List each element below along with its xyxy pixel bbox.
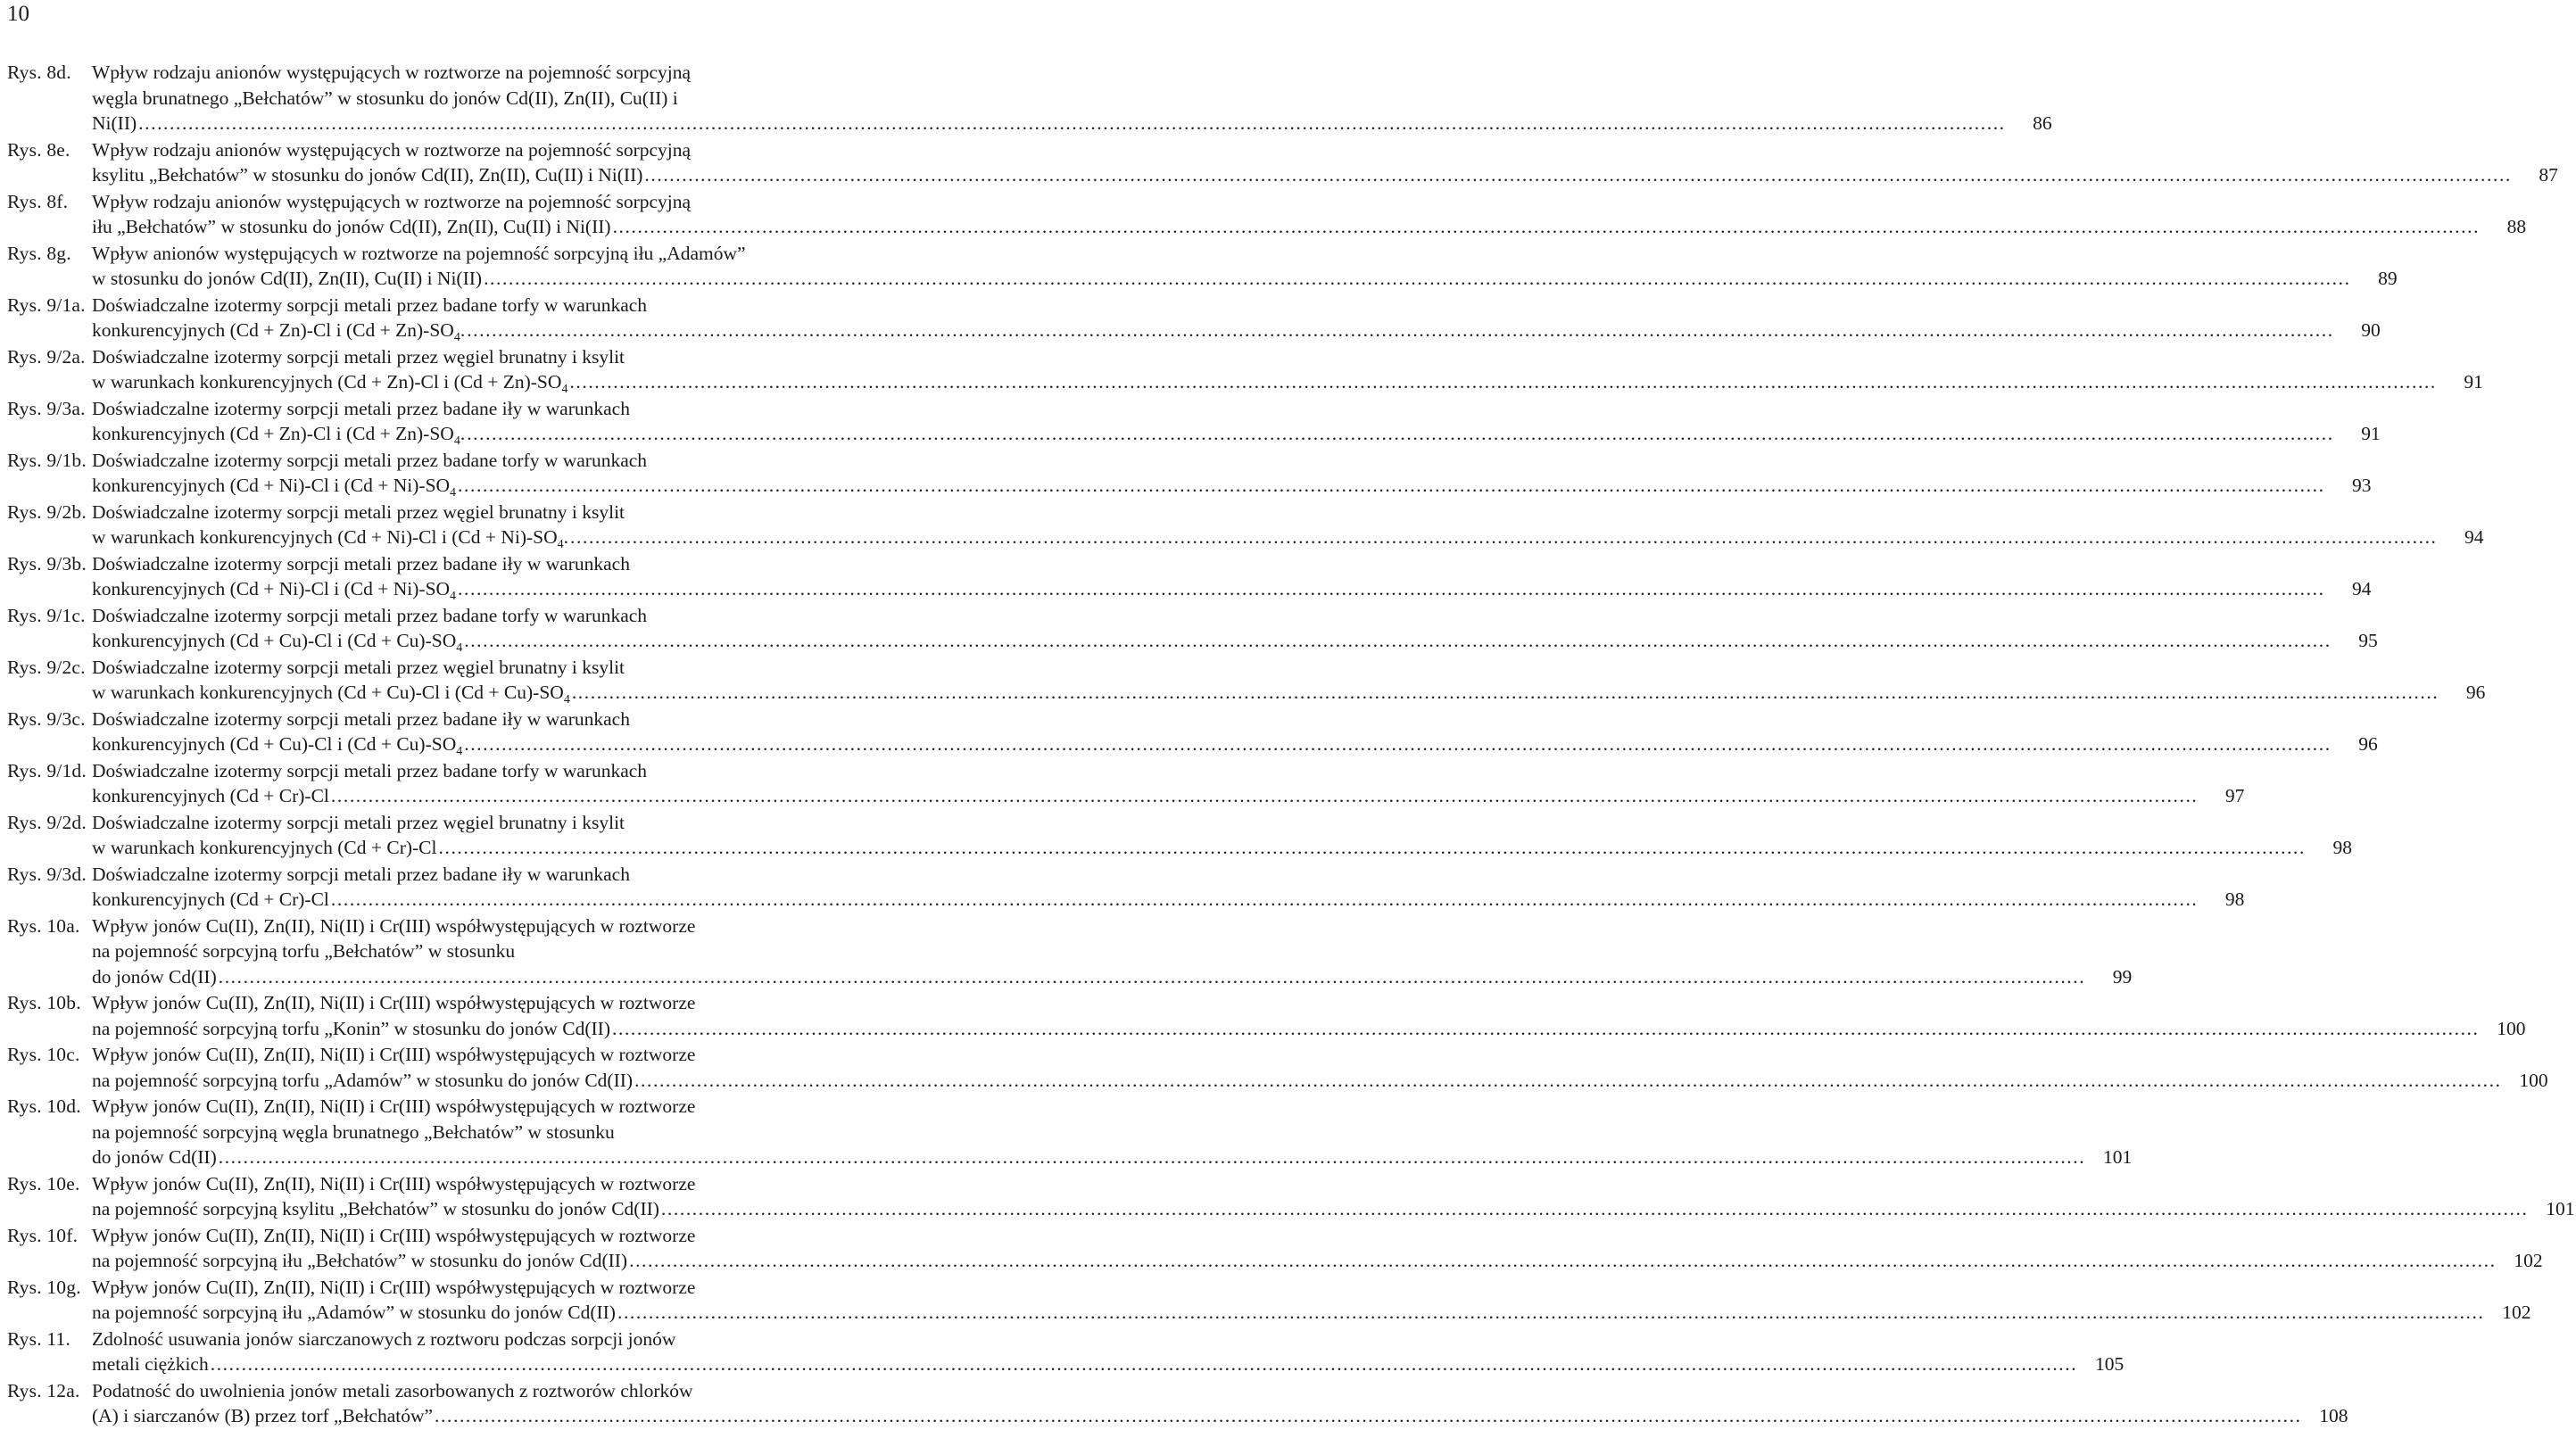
entry-title <box>92 293 2382 343</box>
subscript: 4 <box>456 641 463 655</box>
dot-leader: ............................................................................................................................................................................................................................................................................................................ <box>218 965 2086 988</box>
entry-title-text: na pojemność sorpcyjną iłu „Adamów” w stosunku do jonów Cd(II) <box>92 1302 616 1323</box>
page-ref[interactable]: 97 <box>2224 785 2245 806</box>
toc-entry[interactable] <box>7 603 2378 655</box>
dot-leader: ............................................................................................................................................................................................................................................................................................................ <box>467 423 2334 444</box>
entry-last-line <box>92 680 2487 706</box>
dot-leader: ............................................................................................................................................................................................................................................................................................................ <box>138 112 2006 134</box>
entry-last-line <box>92 162 2560 188</box>
toc-entry[interactable] <box>7 241 2398 292</box>
page-ref[interactable]: 94 <box>2464 526 2484 548</box>
figure-label: Rys. 10g. <box>7 1276 81 1298</box>
entry-title-ending <box>92 525 568 550</box>
figure-label: Rys. 8g. <box>7 242 71 264</box>
entry-title-ending <box>92 1300 616 1326</box>
figure-label: Rys. 8d. <box>7 62 71 83</box>
toc-entry[interactable] <box>7 344 2483 396</box>
figure-label: Rys. 8f. <box>7 190 69 212</box>
entry-title <box>92 1171 2576 1222</box>
entry-title-line: Wpływ jonów Cu(II), Zn(II), Ni(II) i Cr(III) współwystępujących w roztworze <box>92 1095 696 1117</box>
page-ref[interactable]: 93 <box>2352 475 2372 496</box>
dot-leader: ............................................................................................................................................................................................................................................................................................................ <box>644 164 2512 186</box>
entry-last-line <box>92 887 2246 913</box>
entry-title-ending <box>92 1145 217 1170</box>
toc-entry[interactable] <box>7 862 2245 913</box>
entry-last-line <box>92 421 2382 447</box>
page-ref[interactable]: 94 <box>2352 578 2372 599</box>
figure-label: Rys. 12a. <box>7 1379 80 1401</box>
page-ref[interactable]: 89 <box>2378 268 2398 289</box>
entry-last-line <box>92 525 2486 550</box>
toc-entry[interactable] <box>7 1378 2348 1429</box>
entry-title-text: Ni(II) <box>92 112 137 134</box>
entry-last-line <box>92 1351 2125 1377</box>
entry-title-text: w warunkach konkurencyjnych (Cd + Cr)-Cl <box>92 837 437 858</box>
entry-last-line <box>92 214 2528 240</box>
dot-leader: ............................................................................................................................................................................................................................................................................................................ <box>438 837 2306 858</box>
dot-leader: ............................................................................................................................................................................................................................................................................................................ <box>464 733 2332 755</box>
entry-last-line <box>92 783 2246 809</box>
entry-title-line: Wpływ jonów Cu(II), Zn(II), Ni(II) i Cr(III) współwystępujących w roztworze <box>92 914 696 937</box>
entry-title-line: Doświadczalne izotermy sorpcji metali przez badane iły w warunkach <box>92 552 630 574</box>
toc-entry[interactable] <box>7 707 2378 758</box>
entry-title-ending <box>92 369 567 395</box>
entry-last-line <box>92 576 2373 602</box>
dot-leader: ............................................................................................................................................................................................................................................................................................................ <box>464 630 2332 651</box>
entry-title-line: Wpływ jonów Cu(II), Zn(II), Ni(II) i Cr(III) współwystępujących w roztworze <box>92 992 696 1013</box>
entry-title <box>92 1275 2532 1326</box>
entry-title-text: na pojemność sorpcyjną ksylitu „Bełchatów” w stosunku do jonów Cd(II) <box>92 1198 659 1219</box>
entry-title-line: Wpływ jonów Cu(II), Zn(II), Ni(II) i Cr(III) współwystępujących w roztworze <box>92 1172 696 1194</box>
entry-title <box>92 1327 2125 1377</box>
entry-title-text: (A) i siarczanów (B) przez torf „Bełchatów” <box>92 1405 434 1426</box>
entry-title-ending <box>92 1068 633 1094</box>
entry-title-text: konkurencyjnych (Cd + Cu)-Cl i (Cd + Cu)-SO <box>92 733 457 755</box>
entry-title-ending <box>92 1403 433 1429</box>
figure-label: Rys. 10d. <box>7 1095 81 1117</box>
dot-leader: ............................................................................................................................................................................................................................................................................................................ <box>569 371 2437 393</box>
toc-entry[interactable] <box>7 1094 2133 1170</box>
entry-title-line: Doświadczalne izotermy sorpcji metali przez badane iły w warunkach <box>92 397 630 419</box>
entry-title-text: do jonów Cd(II) <box>92 965 217 988</box>
entry-last-line <box>92 628 2380 654</box>
page-ref[interactable]: 96 <box>2358 733 2378 755</box>
entry-title-text: w warunkach konkurencyjnych (Cd + Zn)-Cl i (Cd + Zn)-SO <box>92 371 562 393</box>
entry-title <box>92 603 2380 654</box>
entry-title-text: konkurencyjnych (Cd + Zn)-Cl i (Cd + Zn)-SO <box>92 319 454 341</box>
entry-title <box>92 137 2560 188</box>
toc-entry[interactable] <box>7 1171 2575 1222</box>
entry-last-line <box>92 835 2354 861</box>
subscript: 4 <box>453 331 460 344</box>
list-of-figures <box>7 60 2575 1430</box>
entry-title-ending <box>92 835 437 861</box>
entry-title-ending <box>92 680 570 706</box>
figure-label: Rys. 9/1d. <box>7 759 87 781</box>
toc-entry[interactable] <box>7 448 2372 500</box>
figure-label: Rys. 8e. <box>7 138 70 161</box>
entry-title-line: Wpływ anionów występujących w roztworze na pojemność sorpcyjną iłu „Adamów” <box>92 242 746 264</box>
entry-title <box>92 1094 2133 1170</box>
entry-title-text: na pojemność sorpcyjną torfu „Konin” w stosunku do jonów Cd(II) <box>92 1017 610 1039</box>
page-ref[interactable]: 91 <box>2464 371 2483 393</box>
toc-entry[interactable] <box>7 189 2527 240</box>
figure-label: Rys. 9/3b. <box>7 552 87 574</box>
figure-label: Rys. 9/1a. <box>7 293 86 316</box>
subscript: 4 <box>453 434 460 448</box>
entry-title-text: ksylitu „Bełchatów” w stosunku do jonów Cd(II), Zn(II), Cu(II) i Ni(II) <box>92 164 643 186</box>
entry-last-line <box>92 1145 2133 1170</box>
page-ref[interactable]: 86 <box>2033 112 2052 134</box>
toc-entry[interactable] <box>7 1327 2125 1377</box>
entry-last-line <box>92 964 2133 990</box>
entry-title-ending <box>92 266 482 292</box>
toc-entry[interactable] <box>7 500 2484 551</box>
subscript: 4 <box>563 693 570 707</box>
entry-title-text: iłu „Bełchatów” w stosunku do jonów Cd(II), Zn(II), Cu(II) i Ni(II) <box>92 216 611 237</box>
entry-last-line <box>92 318 2382 343</box>
entry-last-line <box>92 473 2373 499</box>
entry-title-ending <box>92 576 456 602</box>
entry-last-line <box>92 1248 2545 1274</box>
toc-entry[interactable] <box>7 810 2352 861</box>
dot-leader: ............................................................................................................................................................................................................................................................................................................ <box>458 578 2325 599</box>
figure-label: Rys. 9/3c. <box>7 707 86 730</box>
figure-label: Rys. 9/2a. <box>7 345 86 368</box>
entry-title <box>92 1378 2350 1429</box>
entry-title-ending <box>92 318 465 343</box>
entry-title-text: do jonów Cd(II) <box>92 1146 217 1168</box>
entry-title-suffix: . <box>460 319 466 341</box>
entry-title <box>92 448 2373 499</box>
entry-title <box>92 862 2246 913</box>
entry-title-line: Wpływ rodzaju anionów występujących w roztworze na pojemność sorpcyjną <box>92 62 692 83</box>
figure-label: Rys. 9/3d. <box>7 863 87 885</box>
entry-title-text: metali ciężkich <box>92 1353 209 1375</box>
entry-title-line: Doświadczalne izotermy sorpcji metali przez węgiel brunatny i ksylit <box>92 345 625 368</box>
entry-last-line <box>92 111 2054 136</box>
figure-label: Rys. 9/2b. <box>7 500 87 523</box>
dot-leader: ............................................................................................................................................................................................................................................................................................................ <box>435 1405 2302 1426</box>
entry-title-line: Doświadczalne izotermy sorpcji metali przez badane torfy w warunkach <box>92 449 648 471</box>
entry-title-suffix: . <box>460 423 466 444</box>
figure-label: Rys. 10b. <box>7 992 81 1013</box>
entry-title-line: Doświadczalne izotermy sorpcji metali przez badane torfy w warunkach <box>92 759 648 781</box>
page-ref[interactable]: 90 <box>2361 319 2381 341</box>
entry-title-text: w warunkach konkurencyjnych (Cd + Ni)-Cl i (Cd + Ni)-SO <box>92 526 558 548</box>
figure-label: Rys. 10a. <box>7 914 80 937</box>
subscript: 4 <box>456 745 463 758</box>
dot-leader: ............................................................................................................................................................................................................................................................................................................ <box>571 682 2439 703</box>
toc-entry[interactable] <box>7 293 2381 344</box>
page-ref[interactable]: 95 <box>2358 630 2378 651</box>
page-ref[interactable]: 105 <box>2094 1353 2125 1375</box>
entry-title <box>92 551 2373 602</box>
entry-title <box>92 241 2399 292</box>
figure-label: Rys. 10f. <box>7 1224 79 1246</box>
entry-title-ending <box>92 421 465 447</box>
entry-title <box>92 344 2485 395</box>
toc-entry[interactable] <box>7 655 2486 707</box>
figure-label: Rys. 11. <box>7 1327 71 1350</box>
page-number: 10 <box>7 2 29 26</box>
figure-label: Rys. 9/1c. <box>7 604 86 626</box>
entry-title-line: Doświadczalne izotermy sorpcji metali przez badane torfy w warunkach <box>92 293 648 316</box>
dot-leader: ............................................................................................................................................................................................................................................................................................................ <box>467 319 2334 341</box>
entry-last-line <box>92 1068 2550 1094</box>
entry-title-text: konkurencyjnych (Cd + Ni)-Cl i (Cd + Ni)-SO <box>92 578 451 599</box>
page-ref[interactable]: 98 <box>2332 837 2352 858</box>
dot-leader: ............................................................................................................................................................................................................................................................................................................ <box>210 1353 2078 1375</box>
toc-entry[interactable] <box>7 1223 2543 1274</box>
entry-title-line: Doświadczalne izotermy sorpcji metali przez węgiel brunatny i ksylit <box>92 500 625 523</box>
page-ref[interactable]: 100 <box>2519 1069 2548 1091</box>
subscript: 4 <box>450 590 457 603</box>
page-ref[interactable]: 96 <box>2465 682 2486 703</box>
entry-title <box>92 810 2354 861</box>
entry-title-text: konkurencyjnych (Cd + Zn)-Cl i (Cd + Zn)-SO <box>92 423 454 444</box>
dot-leader: ............................................................................................................................................................................................................................................................................................................ <box>617 1302 2485 1323</box>
entry-title-line: Wpływ rodzaju anionów występujących w roztworze na pojemność sorpcyjną <box>92 138 692 161</box>
entry-title-line: Doświadczalne izotermy sorpcji metali przez badane torfy w warunkach <box>92 604 648 626</box>
entry-title-ending <box>92 628 462 654</box>
page-ref[interactable]: 102 <box>2502 1302 2531 1323</box>
dot-leader: ............................................................................................................................................................................................................................................................................................................ <box>634 1069 2502 1091</box>
entry-title-line: Zdolność usuwania jonów siarczanowych z roztworu podczas sorpcji jonów <box>92 1327 676 1350</box>
entry-title-ending <box>92 162 642 188</box>
entry-title-ending <box>92 1351 209 1377</box>
entry-title-text: w warunkach konkurencyjnych (Cd + Cu)-Cl i (Cd + Cu)-SO <box>92 682 564 703</box>
page-ref[interactable]: 88 <box>2506 216 2527 237</box>
page-ref[interactable]: 108 <box>2319 1405 2348 1426</box>
dot-leader: ............................................................................................................................................................................................................................................................................................................ <box>570 526 2438 548</box>
page-ref[interactable]: 91 <box>2361 423 2381 444</box>
entry-last-line <box>92 1196 2576 1222</box>
figure-label: Rys. 9/2c. <box>7 656 86 678</box>
entry-last-line <box>92 1016 2528 1042</box>
entry-last-line <box>92 732 2380 757</box>
dot-leader: ............................................................................................................................................................................................................................................................................................................ <box>218 1146 2086 1168</box>
entry-last-line <box>92 266 2399 292</box>
entry-title-ending <box>92 473 456 499</box>
entry-title-line: Doświadczalne izotermy sorpcji metali przez badane iły w warunkach <box>92 707 630 730</box>
entry-title-ending <box>92 1196 659 1222</box>
dot-leader: ............................................................................................................................................................................................................................................................................................................ <box>330 889 2199 910</box>
toc-entry[interactable] <box>7 1275 2531 1326</box>
subscript: 4 <box>561 383 568 396</box>
entry-title-ending <box>92 214 611 240</box>
entry-title-line: Wpływ jonów Cu(II), Zn(II), Ni(II) i Cr(III) współwystępujących w roztworze <box>92 1276 696 1298</box>
page-ref[interactable]: 101 <box>2102 1146 2133 1168</box>
entry-title-ending <box>92 732 462 757</box>
dot-leader: ............................................................................................................................................................................................................................................................................................................ <box>458 475 2325 496</box>
entry-title-text: konkurencyjnych (Cd + Cr)-Cl <box>92 889 329 910</box>
toc-entry[interactable] <box>7 758 2245 809</box>
entry-title-ending <box>92 964 217 990</box>
entry-title-line: Doświadczalne izotermy sorpcji metali przez węgiel brunatny i ksylit <box>92 656 625 678</box>
page-ref[interactable]: 87 <box>2539 164 2558 186</box>
entry-title <box>92 500 2486 550</box>
figure-label: Rys. 10c. <box>7 1044 80 1065</box>
entry-title <box>92 913 2133 990</box>
entry-title <box>92 1223 2545 1274</box>
entry-title-line: węgla brunatnego „Bełchatów” w stosunku do jonów Cd(II), Zn(II), Cu(II) i <box>92 87 678 109</box>
entry-last-line <box>92 1403 2350 1429</box>
dot-leader: ............................................................................................................................................................................................................................................................................................................ <box>330 785 2199 806</box>
page-ref[interactable]: 99 <box>2112 965 2133 988</box>
toc-entry[interactable] <box>7 990 2526 1041</box>
figure-label: Rys. 9/3a. <box>7 397 86 419</box>
entry-title-line: Podatność do uwolnienia jonów metali zasorbowanych z roztworów chlorków <box>92 1379 693 1401</box>
entry-title-suffix: . <box>563 526 569 548</box>
entry-title-line: Wpływ jonów Cu(II), Zn(II), Ni(II) i Cr(III) współwystępujących w roztworze <box>92 1224 696 1246</box>
entry-title-ending <box>92 1248 627 1274</box>
entry-title <box>92 189 2528 240</box>
entry-title-ending <box>92 783 329 809</box>
entry-title-line: na pojemność sorpcyjną torfu „Bełchatów” w stosunku <box>92 940 516 962</box>
toc-entry[interactable] <box>7 60 2052 136</box>
entry-title-line: Doświadczalne izotermy sorpcji metali przez badane iły w warunkach <box>92 863 630 885</box>
page-ref[interactable]: 102 <box>2514 1250 2543 1271</box>
entry-title <box>92 1042 2550 1093</box>
toc-entry[interactable] <box>7 137 2558 188</box>
entry-title <box>92 707 2380 757</box>
figure-label: Rys. 9/2d. <box>7 811 87 833</box>
toc-entry[interactable] <box>7 913 2133 990</box>
entry-title-line: Wpływ jonów Cu(II), Zn(II), Ni(II) i Cr(III) współwystępujących w roztworze <box>92 1044 696 1065</box>
toc-entry[interactable] <box>7 1042 2548 1093</box>
toc-entry[interactable] <box>7 551 2372 603</box>
toc-entry[interactable] <box>7 396 2381 448</box>
entry-title-line: Doświadczalne izotermy sorpcji metali przez węgiel brunatny i ksylit <box>92 811 625 833</box>
entry-title-line: na pojemność sorpcyjną węgla brunatnego „Bełchatów” w stosunku <box>92 1120 615 1143</box>
entry-title-line: Wpływ rodzaju anionów występujących w roztworze na pojemność sorpcyjną <box>92 190 692 212</box>
entry-title-text: w stosunku do jonów Cd(II), Zn(II), Cu(II) i Ni(II) <box>92 268 483 289</box>
entry-title-ending <box>92 887 329 913</box>
entry-title-text: konkurencyjnych (Cd + Ni)-Cl i (Cd + Ni)-SO <box>92 475 451 496</box>
page-ref[interactable]: 98 <box>2224 889 2245 910</box>
entry-title <box>92 655 2487 706</box>
entry-last-line <box>92 369 2485 395</box>
dot-leader: ............................................................................................................................................................................................................................................................................................................ <box>484 268 2351 289</box>
figure-label: Rys. 9/1b. <box>7 449 87 471</box>
entry-title-ending <box>92 1016 610 1042</box>
page-ref[interactable]: 100 <box>2497 1017 2526 1039</box>
figure-label: Rys. 10e. <box>7 1172 80 1194</box>
subscript: 4 <box>450 486 457 500</box>
entry-title <box>92 396 2382 447</box>
entry-title-text: na pojemność sorpcyjną iłu „Bełchatów” w stosunku do jonów Cd(II) <box>92 1250 628 1271</box>
subscript: 4 <box>557 538 564 551</box>
dot-leader: ............................................................................................................................................................................................................................................................................................................ <box>629 1250 2497 1271</box>
entry-title-text: na pojemność sorpcyjną torfu „Adamów” w stosunku do jonów Cd(II) <box>92 1069 634 1091</box>
entry-last-line <box>92 1300 2532 1326</box>
entry-title <box>92 60 2054 136</box>
dot-leader: ............................................................................................................................................................................................................................................................................................................ <box>612 216 2481 237</box>
dot-leader: ............................................................................................................................................................................................................................................................................................................ <box>660 1198 2529 1219</box>
entry-title-text: konkurencyjnych (Cd + Cr)-Cl <box>92 785 329 806</box>
entry-title <box>92 758 2246 809</box>
entry-title <box>92 990 2528 1041</box>
entry-title-text: konkurencyjnych (Cd + Cu)-Cl i (Cd + Cu)-SO <box>92 630 457 651</box>
page-ref[interactable]: 101 <box>2546 1198 2575 1219</box>
entry-title-ending <box>92 111 137 136</box>
dot-leader: ............................................................................................................................................................................................................................................................................................................ <box>612 1017 2480 1039</box>
